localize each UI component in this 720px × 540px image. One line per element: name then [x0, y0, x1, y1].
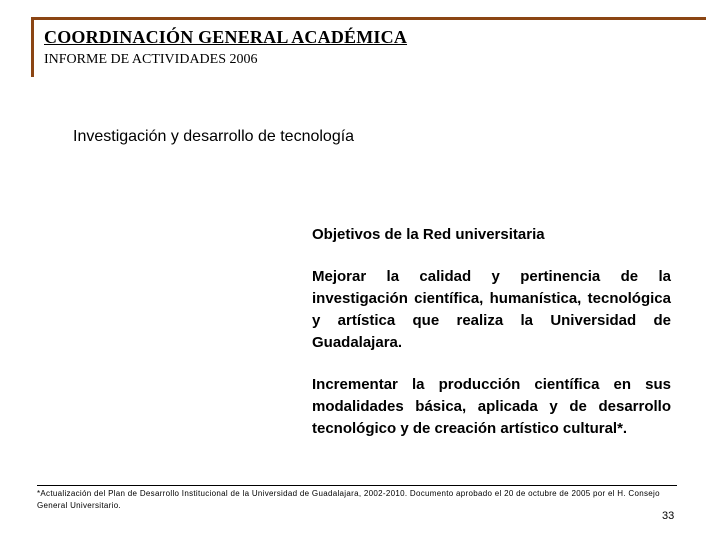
- objectives-block: [312, 224, 671, 460]
- section-heading: Investigación y desarrollo de tecnología: [73, 128, 355, 145]
- page-number: 33: [662, 510, 675, 522]
- footnote: *Actualización del Plan de Desarrollo Institucional de la Universidad de Guadalajara, 2002-2010. Documento aprobado el 20 de octubre de 2005 por el H. Consejo General Universitario.: [37, 489, 660, 510]
- footnote-divider: [37, 485, 677, 486]
- report-subtitle: INFORME DE ACTIVIDADES 2006: [44, 52, 258, 67]
- org-title: COORDINACIÓN GENERAL ACADÉMICA: [44, 27, 408, 47]
- objectives-title: Objetivos de la Red universitaria: [312, 226, 545, 243]
- header-frame-top-border: [31, 17, 706, 20]
- objective-item-1: Mejorar la calidad y pertinencia de la investigación científica, humanística, tecnológica y artística que realiza la Universidad de Guadalajara.: [312, 268, 671, 351]
- header-frame-left-border: [31, 17, 34, 77]
- objective-item-2: Incrementar la producción científica en sus modalidades básica, aplicada y de desarrollo tecnológico y de creación artístico cultural*.: [312, 376, 671, 437]
